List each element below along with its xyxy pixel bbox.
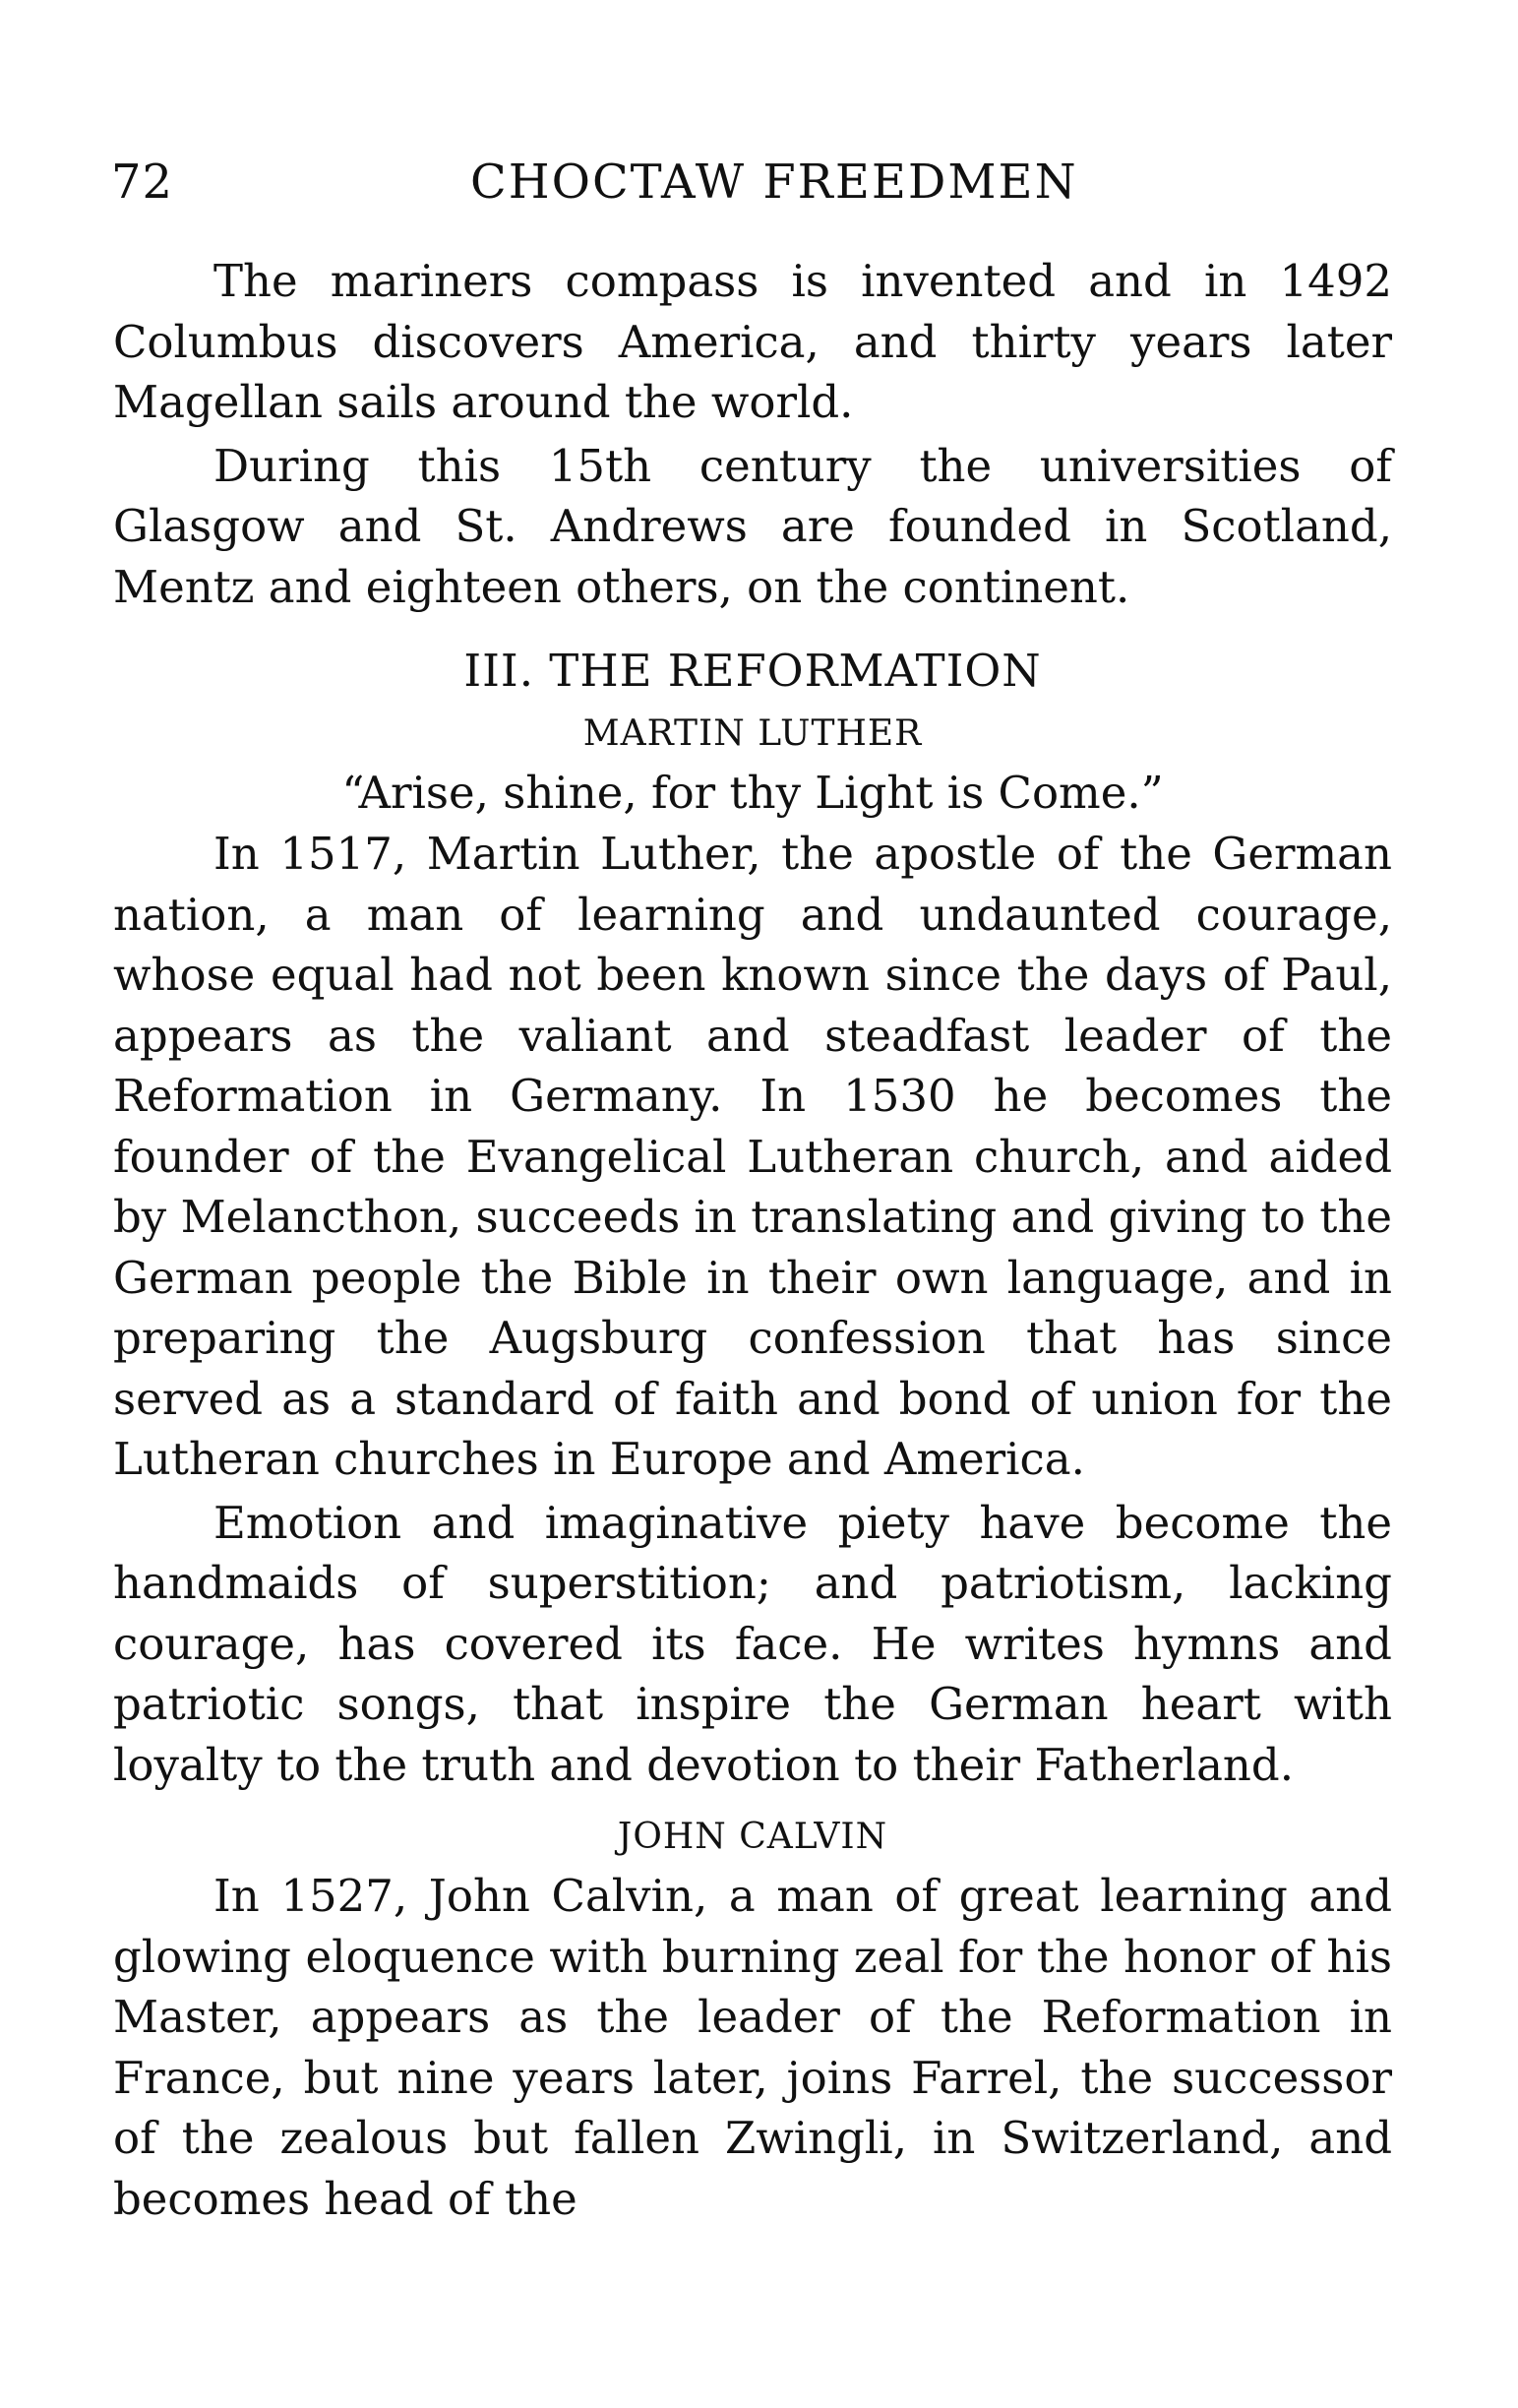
page-number: 72 xyxy=(111,154,174,210)
paragraph-universities: During this 15th century the universities of Glasgow and St. Andrews are founded in Scotland, Mentz and eighteen others, on the continent. xyxy=(113,439,1392,613)
paragraph-luther: In 1517, Martin Luther, the apostle of the German nation, a man of learning and undaunted courage, whose equal had not been known since the days of Paul, appears as the valiant and steadfast leader of the Reformation in Germany. In 1530 he becomes the founder of the Evangelical Lutheran church, and aided by Melancthon, succeeds in translating and giving to the German people the Bible in their own language, and in preparing the Augsburg confession that has since served as a standard of faith and bond of union for the Lutheran churches in Europe and America. xyxy=(113,828,1392,1485)
page-header xyxy=(111,148,1390,216)
paragraph-emotion: Emotion and imaginative piety have become the handmaids of superstition; and patriotism, lacking courage, has covered its face. He writes hymns and patriotic songs, that inspire the German heart with loyalty to the truth and devotion to their Fatherland. xyxy=(113,1496,1392,1791)
subheading-luther: MARTIN LUTHER xyxy=(582,713,923,754)
section-title: III. THE REFORMATION xyxy=(463,645,1042,697)
paragraph-calvin: In 1527, John Calvin, a man of great learning and glowing eloquence with burning zeal for the honor of his Master, appears as the leader of the Reformation in France, but nine years later, joins Farrel, the successor of the zealous but fallen Zwingli, in Switzerland, and becomes head of the xyxy=(113,1870,1392,2225)
paragraph-compass: The mariners compass is invented and in 1492 Columbus discovers America, and thirty years later Magellan sails around the world. xyxy=(113,255,1392,428)
motto: “Arise, shine, for thy Light is Come.” xyxy=(341,767,1164,819)
running-title: CHOCTAW FREEDMEN xyxy=(470,154,1078,210)
page-body xyxy=(113,251,1392,2229)
subheading-calvin: JOHN CALVIN xyxy=(617,1817,888,1857)
